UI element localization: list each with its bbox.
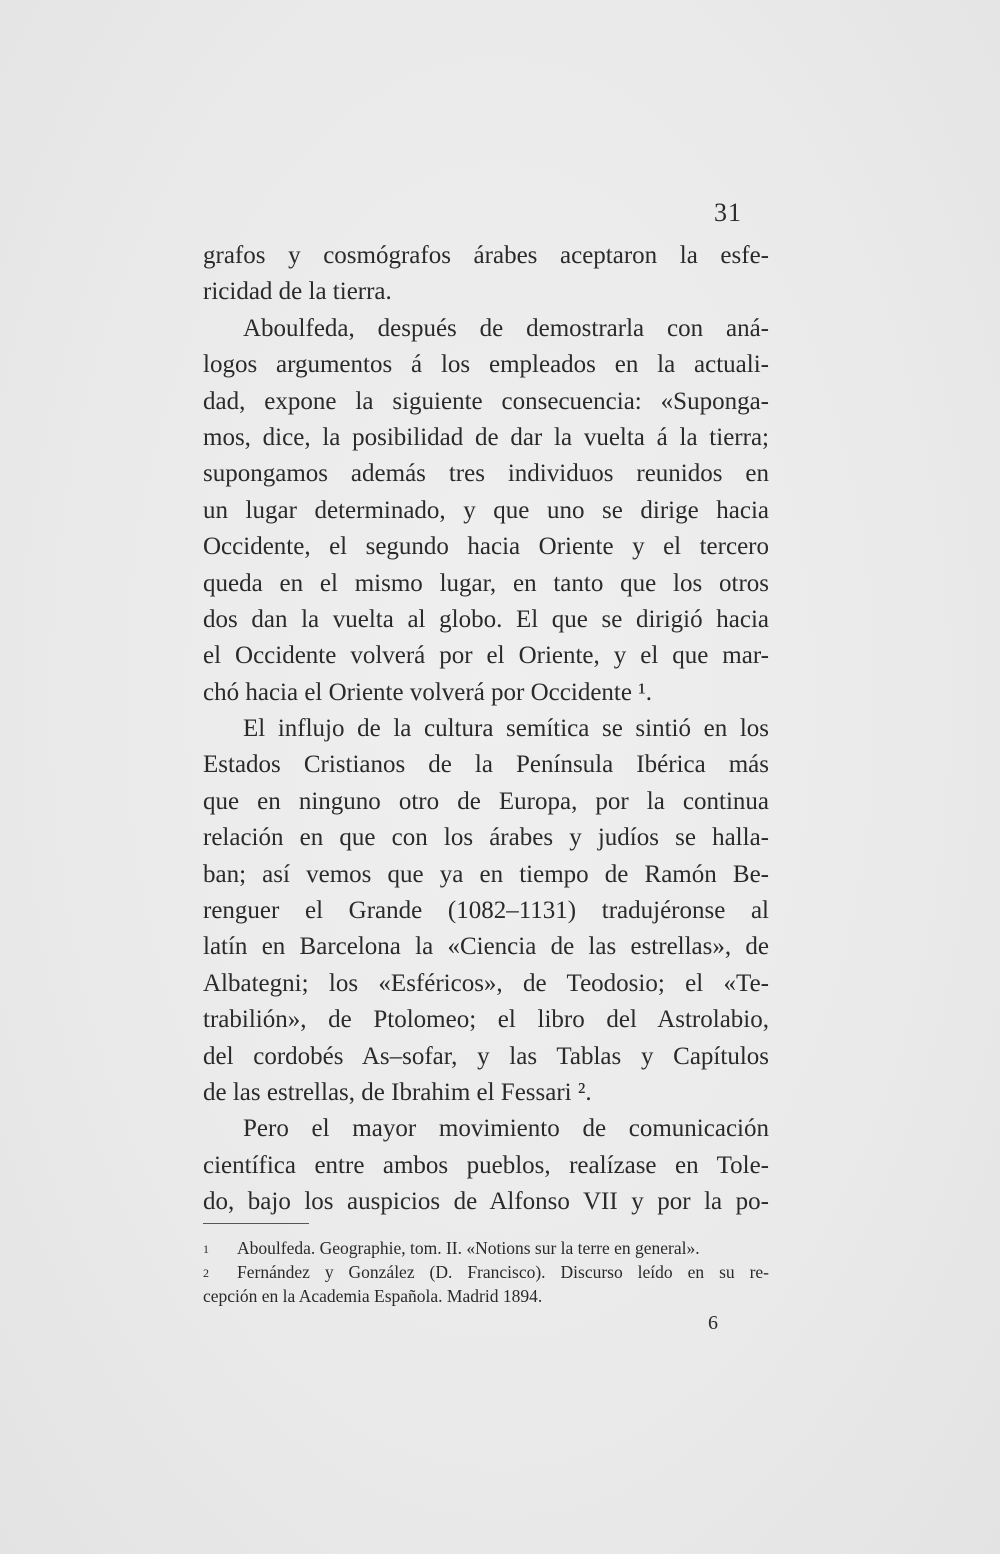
footnote-text: Aboulfeda. Geographie, tom. II. «Notions sur la terre en general». bbox=[237, 1238, 700, 1258]
text-line: mos, dice, la posibilidad de dar la vuelta á la tierra; bbox=[203, 423, 769, 451]
text-line: un lugar determinado, y que uno se dirige hacia bbox=[203, 496, 769, 524]
text-line: dos dan la vuelta al globo. El que se dirigió hacia bbox=[203, 605, 769, 633]
footnote-line bbox=[203, 1284, 769, 1308]
page-number: 31 bbox=[714, 198, 742, 227]
text-line: trabilión», de Ptolomeo; el libro del Astrolabio, bbox=[203, 1006, 769, 1034]
body-text bbox=[203, 238, 769, 1221]
text-line: grafos y cosmógrafos árabes aceptaron la esfe- bbox=[203, 242, 769, 269]
text-line: chó hacia el Oriente volverá por Occidente ¹. bbox=[203, 678, 652, 706]
text-line: Aboulfeda, después de demostrarla con aná- bbox=[243, 314, 769, 342]
text-line: logos argumentos á los empleados en la actuali- bbox=[203, 351, 769, 379]
text-line: queda en el mismo lugar, en tanto que los otros bbox=[203, 569, 769, 597]
text-line: supongamos además tres individuos reunidos en bbox=[203, 460, 769, 488]
text-line: do, bajo los auspicios de Alfonso VII y por la po- bbox=[203, 1188, 769, 1216]
footnote-line bbox=[203, 1236, 769, 1260]
signature-mark: 6 bbox=[708, 1312, 718, 1334]
text-line: del cordobés As–sofar, y las Tablas y Capítulos bbox=[203, 1042, 769, 1070]
text-line: Estados Cristianos de la Península Ibérica más bbox=[203, 751, 769, 779]
text-line: el Occidente volverá por el Oriente, y el que mar- bbox=[203, 642, 769, 670]
text-line: Occidente, el segundo hacia Oriente y el tercero bbox=[203, 533, 769, 561]
text-line: dad, expone la siguiente consecuencia: «Suponga- bbox=[203, 387, 769, 415]
text-line: ban; así vemos que ya en tiempo de Ramón Be- bbox=[203, 860, 769, 888]
footnotes bbox=[203, 1236, 769, 1308]
text-line: Pero el mayor movimiento de comunicación bbox=[243, 1115, 769, 1143]
text-line: ricidad de la tierra. bbox=[203, 278, 392, 306]
footnote-marker: 1 bbox=[203, 1242, 209, 1256]
text-line: El influjo de la cultura semítica se sintió en los bbox=[243, 715, 769, 743]
text-line: relación en que con los árabes y judíos se halla- bbox=[203, 824, 769, 852]
footnote-rule bbox=[203, 1223, 309, 1224]
text-line: científica entre ambos pueblos, realízase en Tole- bbox=[203, 1151, 769, 1179]
text-line: que en ninguno otro de Europa, por la continua bbox=[203, 787, 769, 815]
text-line: latín en Barcelona la «Ciencia de las estrellas», de bbox=[203, 933, 769, 961]
footnote-text: cepción en la Academia Española. Madrid 1894. bbox=[203, 1286, 543, 1306]
text-line: de las estrellas, de Ibrahim el Fessari ². bbox=[203, 1078, 592, 1106]
text-line: renguer el Grande (1082–1131) tradujéronse al bbox=[203, 897, 769, 925]
text-line: Albategni; los «Esféricos», de Teodosio; el «Te- bbox=[203, 969, 769, 997]
footnote-text: Fernández y González (D. Francisco). Discurso leído en su re- bbox=[237, 1262, 769, 1282]
footnote-marker: 2 bbox=[203, 1266, 209, 1280]
footnote-line bbox=[203, 1260, 769, 1284]
